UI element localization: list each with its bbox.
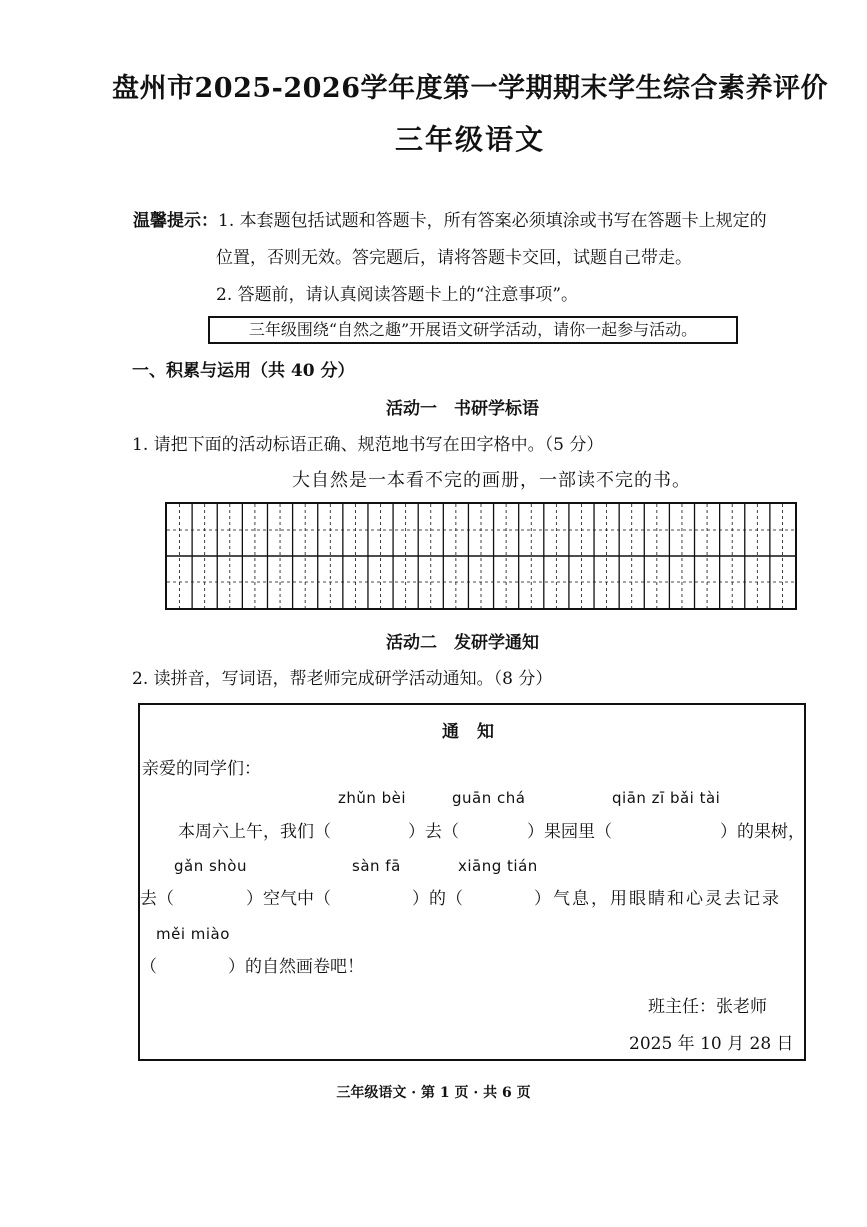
hint-line-3: 2. 答题前，请认真阅读答题卡上的“注意事项”。 (216, 285, 579, 305)
page-footer: 三年级语文 · 第 1 页 · 共 6 页 (336, 1085, 531, 1101)
pinyin-zhun-bei: zhǔn bèi (338, 789, 407, 807)
notice-greeting: 亲爱的同学们： (142, 759, 261, 779)
notice-line-1d: ）的果树， (720, 822, 805, 842)
notice-line-3a: （ (140, 957, 157, 977)
notice-line-2b: ）空气中（ (246, 889, 331, 909)
notice-line-3b: ）的自然画卷吧！ (228, 957, 364, 977)
question-2: 2. 读拼音，写词语，帮老师完成研学活动通知。（8 分） (132, 669, 553, 689)
hint-line-1 (133, 206, 767, 231)
hint-line-2: 位置，否则无效。答完题后，请将答题卡交回，试题自己带走。 (216, 248, 692, 268)
notice-date: 2025 年 10 月 28 日 (629, 1034, 794, 1054)
notice-line-2a: 去（ (140, 889, 174, 909)
hint-text-1: 1. 本套题包括试题和答题卡，所有答案必须填涂或书写在答题卡上规定的 (218, 211, 767, 231)
section-heading: 一、积累与运用（共 40 分） (132, 361, 355, 381)
exam-subtitle: 三年级语文 (394, 123, 545, 156)
notice-line-1a: 本周六上午，我们（ (178, 822, 331, 842)
notice-line-2c: ）的（ (412, 889, 463, 909)
pinyin-guan-cha: guān chá (452, 789, 526, 807)
tianzige-grid[interactable] (167, 504, 795, 608)
pinyin-qian-zi-bai-tai: qiān zī bǎi tài (612, 789, 721, 807)
exam-title: 盘州市2025-2026学年度第一学期期末学生综合素养评价 (112, 73, 828, 104)
activity-2-title: 活动二 发研学通知 (386, 633, 539, 653)
hint-label: 温馨提示： (133, 211, 218, 231)
slogan-text: 大自然是一本看不完的画册，一部读不完的书。 (292, 470, 691, 491)
notice-title: 通知 (442, 722, 512, 742)
writing-grid[interactable] (165, 502, 797, 610)
pinyin-gan-shou: gǎn shòu (174, 857, 247, 875)
notice-line-2d: ）气息，用眼睛和心灵去记录 (534, 889, 781, 909)
question-1: 1. 请把下面的活动标语正确、规范地书写在田字格中。（5 分） (132, 435, 604, 455)
theme-banner: 三年级围绕“自然之趣”开展语文研学活动，请你一起参与活动。 (208, 316, 738, 344)
notice-line-1b: ）去（ (408, 822, 459, 842)
pinyin-mei-miao: měi miào (156, 925, 230, 943)
pinyin-xiang-tian: xiāng tián (458, 857, 538, 875)
activity-1-title: 活动一 书研学标语 (386, 399, 539, 419)
notice-line-1c: ）果园里（ (527, 822, 612, 842)
pinyin-san-fa: sàn fā (352, 857, 401, 875)
notice-signature: 班主任：张老师 (648, 997, 767, 1017)
